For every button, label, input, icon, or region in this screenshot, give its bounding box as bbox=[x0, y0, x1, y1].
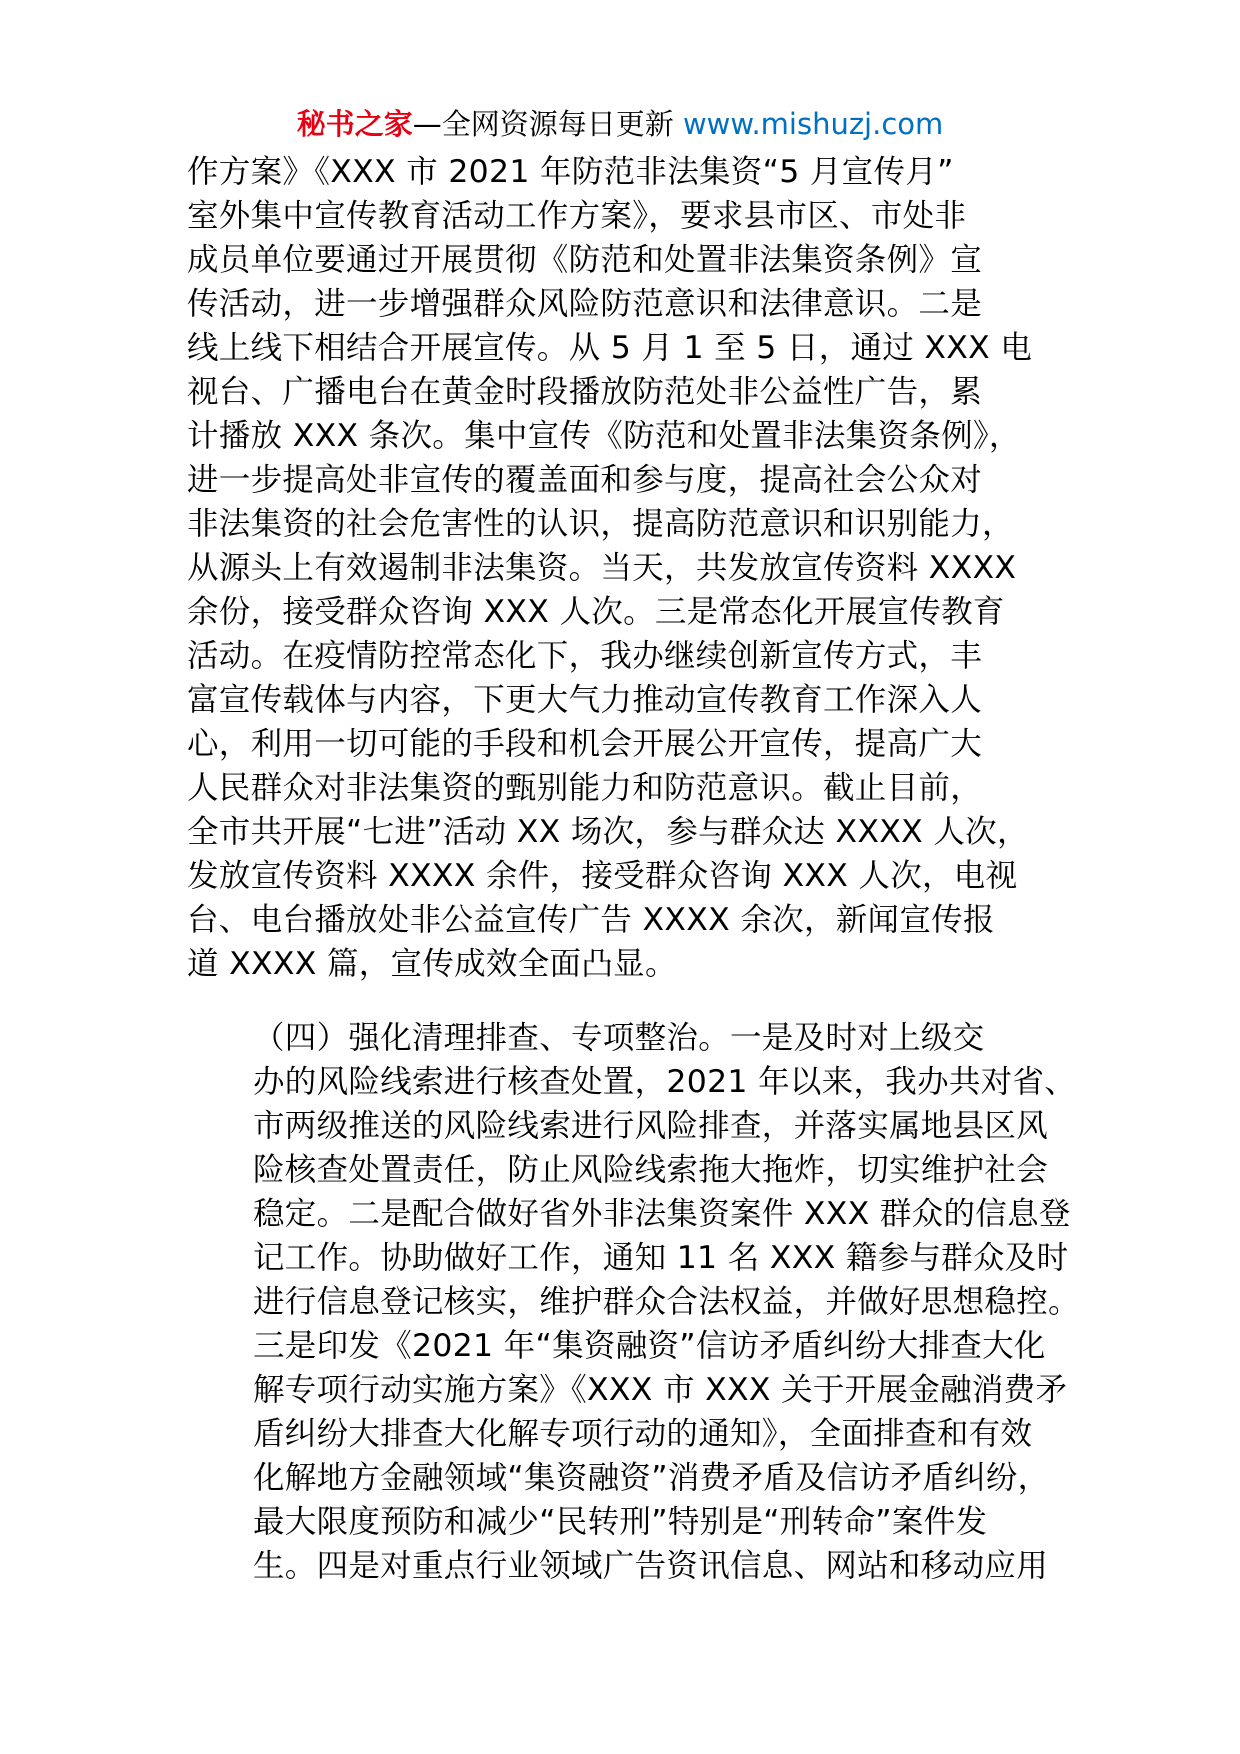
text-line: 人民群众对非法集资的甄别能力和防范意识。截止目前， bbox=[187, 770, 983, 806]
text-line: 最大限度预防和减少“民转刑”特别是“刑转命”案件发 bbox=[253, 1504, 988, 1540]
text-line: 生。四是对重点行业领域广告资讯信息、网站和移动应用 bbox=[253, 1548, 1049, 1584]
paragraph-2 bbox=[187, 1016, 1080, 1588]
text-line: 稳定。二是配合做好省外非法集资案件 XXX 群众的信息登 bbox=[253, 1196, 1071, 1232]
text-line: 台、电台播放处非公益宣传广告 XXXX 余次，新闻宣传报 bbox=[187, 902, 995, 938]
text-line: 三是印发《2021 年“集资融资”信访矛盾纠纷大排查大化 bbox=[253, 1328, 1046, 1364]
text-line: 化解地方金融领域“集资融资”消费矛盾及信访矛盾纠纷， bbox=[253, 1460, 1050, 1496]
text-line: 室外集中宣传教育活动工作方案》，要求县市区、市处非 bbox=[187, 198, 967, 234]
text-line: 进一步提高处非宣传的覆盖面和参与度，提高社会公众对 bbox=[187, 462, 983, 498]
paragraph-1 bbox=[187, 150, 1067, 986]
text-line: 全市共开展“七进”活动 XX 场次，参与群众达 XXXX 人次， bbox=[187, 814, 1029, 850]
text-line: 视台、广播电台在黄金时段播放防范处非公益性广告，累 bbox=[187, 374, 983, 410]
page-header bbox=[0, 102, 1240, 146]
text-line: 成员单位要通过开展贯彻《防范和处置非法集资条例》宣 bbox=[187, 242, 983, 278]
text-line: 余份，接受群众咨询 XXX 人次。三是常态化开展宣传教育 bbox=[187, 594, 1005, 630]
text-line: 活动。在疫情防控常态化下，我办继续创新宣传方式，丰 bbox=[187, 638, 983, 674]
text-line: 办的风险线索进行核查处置，2021 年以来，我办共对省、 bbox=[253, 1064, 1077, 1100]
text-line: 作方案》《XXX 市 2021 年防范非法集资“5 月宣传月” bbox=[187, 154, 954, 190]
text-line: （四）强化清理排查、专项整治。一是及时对上级交 bbox=[253, 1020, 985, 1056]
header-tagline: —全网资源每日更新 bbox=[412, 107, 683, 141]
text-line: 险核查处置责任，防止风险线索拖大拖炸，切实维护社会 bbox=[253, 1152, 1049, 1188]
text-line: 道 XXXX 篇，宣传成效全面凸显。 bbox=[187, 946, 677, 982]
text-line: 计播放 XXX 条次。集中宣传《防范和处置非法集资条例》， bbox=[187, 418, 1021, 454]
text-line: 发放宣传资料 XXXX 余件，接受群众咨询 XXX 人次，电视 bbox=[187, 858, 1018, 894]
website-link[interactable]: www.mishuzj.com bbox=[682, 107, 944, 141]
text-line: 非法集资的社会危害性的认识，提高防范意识和识别能力， bbox=[187, 506, 1014, 542]
paragraph-spacer bbox=[187, 986, 1067, 1016]
text-line: 传活动，进一步增强群众风险防范意识和法律意识。二是 bbox=[187, 286, 983, 322]
text-line: 富宣传载体与内容，下更大气力推动宣传教育工作深入人 bbox=[187, 682, 983, 718]
text-line: 进行信息登记核实，维护群众合法权益，并做好思想稳控。 bbox=[253, 1284, 1080, 1320]
text-line: 盾纠纷大排查大化解专项行动的通知》，全面排查和有效 bbox=[253, 1416, 1033, 1452]
text-line: 记工作。协助做好工作，通知 11 名 XXX 籍参与群众及时 bbox=[253, 1240, 1069, 1276]
document-body bbox=[187, 150, 1080, 1588]
text-line: 市两级推送的风险线索进行风险排查，并落实属地县区风 bbox=[253, 1108, 1049, 1144]
brand-name: 秘书之家 bbox=[296, 107, 413, 141]
text-line: 从源头上有效遏制非法集资。当天，共发放宣传资料 XXXX bbox=[187, 550, 1017, 586]
text-line: 解专项行动实施方案》《XXX 市 XXX 关于开展金融消费矛 bbox=[253, 1372, 1068, 1408]
text-line: 线上线下相结合开展宣传。从 5 月 1 至 5 日，通过 XXX 电 bbox=[187, 330, 1033, 366]
text-line: 心，利用一切可能的手段和机会开展公开宣传，提高广大 bbox=[187, 726, 983, 762]
